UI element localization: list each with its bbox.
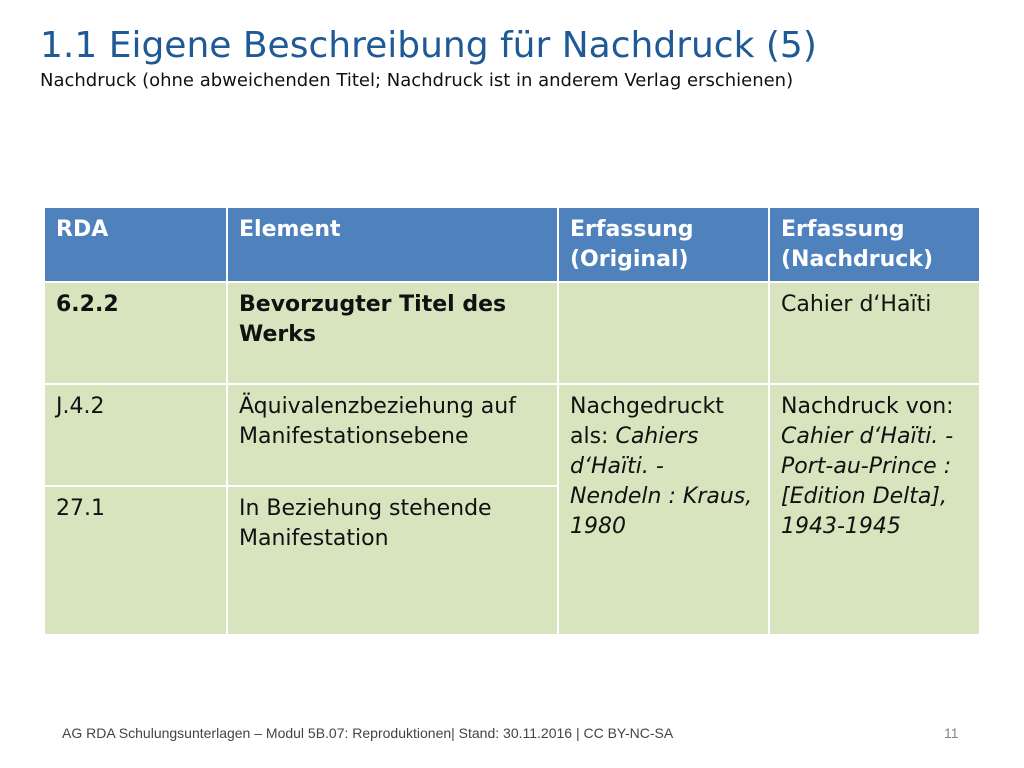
cell-nachdruck-merged: [769, 384, 980, 635]
slide-subtitle: Nachdruck (ohne abweichenden Titel; Nachdruck ist in anderem Verlag erschienen): [40, 70, 794, 91]
slide-title: 1.1 Eigene Beschreibung für Nachdruck (5): [40, 25, 817, 66]
cell-original-merged: [558, 384, 769, 635]
nachdruck-value: Cahier d‘Haïti. - Port-au-Prince : [Edition Delta], 1943-1945: [781, 424, 954, 539]
cell-rda: 27.1: [44, 486, 227, 635]
header-erfassung-original: Erfassung (Original): [558, 207, 769, 282]
header-erfassung-nachdruck: Erfassung (Nachdruck): [769, 207, 980, 282]
table-row: [44, 384, 980, 486]
table-row: [44, 282, 980, 384]
cell-element: In Beziehung stehende Manifestation: [227, 486, 558, 635]
header-element: Element: [227, 207, 558, 282]
cell-rda: J.4.2: [44, 384, 227, 486]
cell-nachdruck: Cahier d‘Haïti: [769, 282, 980, 384]
footer-text: AG RDA Schulungsunterlagen – Modul 5B.07: Reproduktionen| Stand: 30.11.2016 | CC BY-NC-SA: [62, 725, 674, 741]
table-header-row: [44, 207, 980, 282]
original-value: Cahiers d‘Haïti. - Nendeln : Kraus, 1980: [570, 424, 753, 539]
page-number: 11: [944, 725, 959, 741]
cell-element: Bevorzugter Titel des Werks: [227, 282, 558, 384]
cell-rda: 6.2.2: [44, 282, 227, 384]
cell-element: Äquivalenzbeziehung auf Manifestationsebene: [227, 384, 558, 486]
cell-original-empty: [558, 282, 769, 384]
rda-table: [43, 206, 981, 636]
nachdruck-prefix: Nachdruck von:: [781, 394, 954, 419]
header-rda: RDA: [44, 207, 227, 282]
original-prefix: Nachgedruckt als:: [570, 394, 724, 449]
